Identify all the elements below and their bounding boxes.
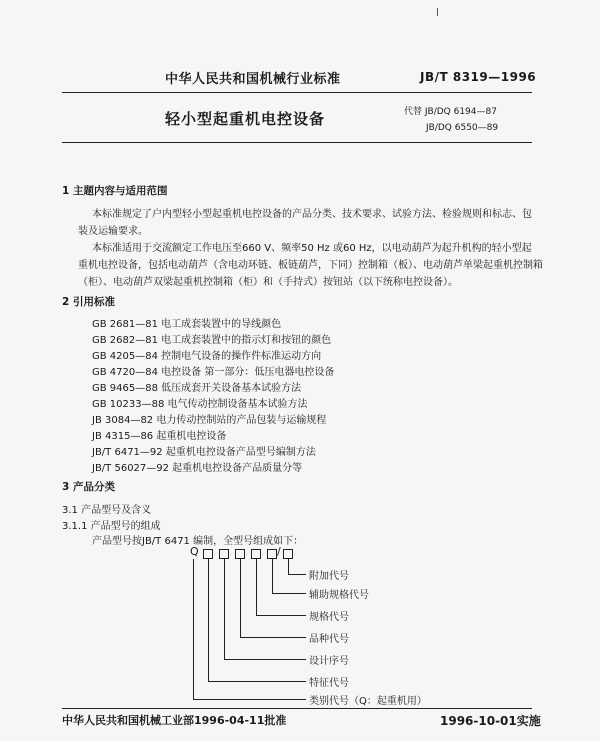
reference-item: GB 10233—88 电气传动控制设备基本试验方法 xyxy=(92,399,308,410)
leader-line xyxy=(288,574,306,575)
leader-line xyxy=(272,559,273,593)
label-category-code: 类别代号（Q：起重机用） xyxy=(309,696,427,707)
model-box xyxy=(283,549,293,559)
leader-line xyxy=(288,559,289,574)
label-feature-code: 特征代号 xyxy=(309,678,349,689)
standard-number: JB/T 8319—1996 xyxy=(420,70,537,84)
issuing-body-title: 中华人民共和国机械行业标准 xyxy=(165,72,341,87)
scan-mark xyxy=(437,8,438,16)
model-box xyxy=(203,549,213,559)
model-box xyxy=(267,549,277,559)
approval-line: 中华人民共和国机械工业部1996-04-11批准 xyxy=(62,714,287,727)
header-rule xyxy=(62,92,532,93)
section-1-para-1-line-2: 装及运输要求。 xyxy=(78,226,148,237)
implementation-date: 1996-10-01实施 xyxy=(440,714,541,728)
leader-line xyxy=(272,593,306,594)
leader-line xyxy=(224,559,225,659)
reference-item: GB 2682—81 电工成套装置中的指示灯和按钮的颜色 xyxy=(92,335,332,346)
replaces-line-2: JB/DQ 6550—89 xyxy=(426,123,499,133)
replaces-block xyxy=(404,104,498,136)
leader-line xyxy=(240,637,306,638)
section-1-para-1-line-1: 本标准规定了户内型轻小型起重机电控设备的产品分类、技术要求、试验方法、检验规则和标志、包 xyxy=(92,209,532,220)
leader-line xyxy=(193,699,306,700)
reference-item: JB/T 56027—92 起重机电控设备产品质量分等 xyxy=(92,463,303,474)
document-title: 轻小型起重机电控设备 xyxy=(165,110,326,128)
leader-line xyxy=(193,559,194,699)
replaces-line-1: 代替 JB/DQ 6194—87 xyxy=(404,107,497,117)
leader-line xyxy=(208,681,306,682)
section-3-1-1-heading: 3.1.1 产品型号的组成 xyxy=(62,521,161,532)
model-box xyxy=(235,549,245,559)
reference-item: JB 4315—86 起重机电控设备 xyxy=(92,431,227,442)
model-box xyxy=(251,549,261,559)
section-3-heading: 3 产品分类 xyxy=(62,481,115,493)
label-design-serial: 设计序号 xyxy=(309,656,349,667)
leader-line xyxy=(208,559,209,681)
section-3-1-heading: 3.1 产品型号及含义 xyxy=(62,505,152,516)
leader-line xyxy=(256,559,257,615)
reference-item: JB 3084—82 电力传动控制站的产品包装与运输规程 xyxy=(92,415,327,426)
section-1-heading: 1 主题内容与适用范围 xyxy=(62,185,168,197)
title-rule xyxy=(62,142,532,143)
leader-line xyxy=(240,559,241,637)
model-box xyxy=(219,549,229,559)
model-intro-text: 产品型号按JB/T 6471 编制，全型号组成如下： xyxy=(92,536,304,547)
footer-rule xyxy=(62,708,532,709)
model-slash: / xyxy=(277,545,281,558)
reference-item: GB 9465—88 低压成套开关设备基本试验方法 xyxy=(92,383,302,394)
reference-item: JB/T 6471—92 起重机电控设备产品型号编制方法 xyxy=(92,447,316,458)
section-1-para-2-line-1: 本标准适用于交流额定工作电压至660 V、频率50 Hz 或60 Hz，以电动葫芦为起升机构的轻小型起 xyxy=(92,243,532,254)
reference-item: GB 4720—84 电控设备 第一部分：低压电器电控设备 xyxy=(92,367,335,378)
section-2-heading: 2 引用标准 xyxy=(62,296,115,308)
leader-line xyxy=(256,615,306,616)
section-1-para-2-line-2: 重机电控设备，包括电动葫芦（含电动环链、板链葫芦，下同）控制箱（板）、电动葫芦单梁起重机控制箱 xyxy=(78,260,543,271)
model-category-letter: Q xyxy=(190,545,199,558)
leader-line xyxy=(224,659,306,660)
reference-item: GB 2681—81 电工成套装置中的导线颜色 xyxy=(92,319,282,330)
section-1-para-2-line-3: （柜）、电动葫芦双梁起重机控制箱（柜）和（手持式）按钮站（以下统称电控设备）。 xyxy=(78,277,458,288)
label-spec-code: 规格代号 xyxy=(309,612,349,623)
label-additional-code: 附加代号 xyxy=(309,571,349,582)
label-variety-code: 品种代号 xyxy=(309,634,349,645)
label-auxiliary-spec-code: 辅助规格代号 xyxy=(309,590,369,601)
reference-item: GB 4205—84 控制电气设备的操作件标准运动方向 xyxy=(92,351,322,362)
